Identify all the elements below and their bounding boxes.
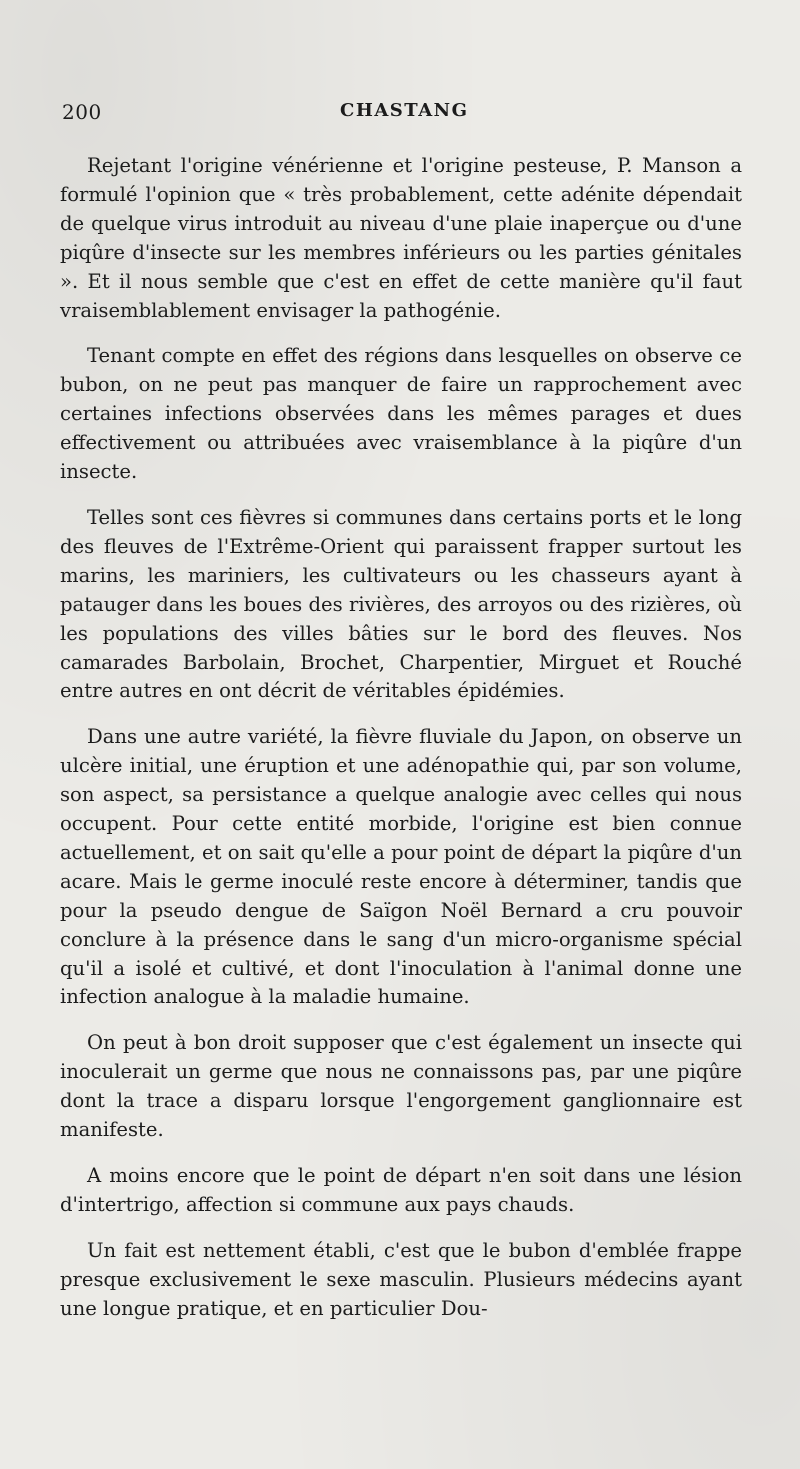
paragraph: Rejetant l'origine vénérienne et l'origine pesteuse, P. Manson a formulé l'opinion que « très probablement, cette adénite dépendait de quelque virus introduit au niveau d'une plaie inaperçue ou d'une piqûre d'insecte sur les membres inférieurs ou les parties génitales ». Et il nous semble que c'est en effet de cette manière qu'il faut vraisemblablement envisager la pathogénie.	[60, 154, 742, 322]
running-title: CHASTANG	[340, 100, 469, 121]
page-number: 200	[62, 100, 102, 124]
body-text	[60, 152, 742, 1341]
paragraph: Dans une autre variété, la fièvre fluviale du Japon, on observe un ulcère initial, une éruption et une adénopathie qui, par son volume, son aspect, sa persistance a quelque analogie avec celles qui nous occupent. Pour cette entité morbide, l'origine est bien connue actuellement, et on sait qu'elle a pour point de départ la piqûre d'un acare. Mais le germe inoculé reste encore à déterminer, tandis que pour la pseudo dengue de Saïgon Noël Bernard a cru pouvoir conclure à la présence dans le sang d'un micro-organisme spécial qu'il a isolé et cultivé, et dont l'inoculation à l'animal donne une infection analogue à la maladie humaine.	[60, 725, 742, 1009]
running-head	[62, 100, 742, 130]
paragraph: A moins encore que le point de départ n'en soit dans une lésion d'intertrigo, affection si commune aux pays chauds.	[60, 1164, 742, 1216]
paragraph: Un fait est nettement établi, c'est que le bubon d'emblée frappe presque exclusivement le sexe masculin. Plusieurs médecins ayant une longue pratique, et en particulier Dou-	[60, 1238, 742, 1320]
paragraph: Telles sont ces fièvres si communes dans certains ports et le long des fleuves de l'Extrême-Orient qui paraissent frapper surtout les marins, les mariniers, les cultivateurs ou les chasseurs ayant à patauger dans les boues des rivières, des arroyos ou des rizières, où les populations des villes bâties sur le bord des fleuves. Nos camarades Barbolain, Brochet, Charpentier, Mirguet et Rouché entre autres en ont décrit de véritables épidémies.	[60, 505, 742, 703]
paragraph: Tenant compte en effet des régions dans lesquelles on observe ce bubon, on ne peut pas manquer de faire un rapprochement avec certaines infections observées dans les mêmes parages et dues effectivement ou attribuées avec vraisemblance à la piqûre d'un insecte.	[60, 344, 742, 484]
paragraph: On peut à bon droit supposer que c'est également un insecte qui inoculerait un germe que nous ne connaissons pas, par une piqûre dont la trace a disparu lorsque l'engorgement ganglionnaire est manifeste.	[60, 1031, 742, 1142]
